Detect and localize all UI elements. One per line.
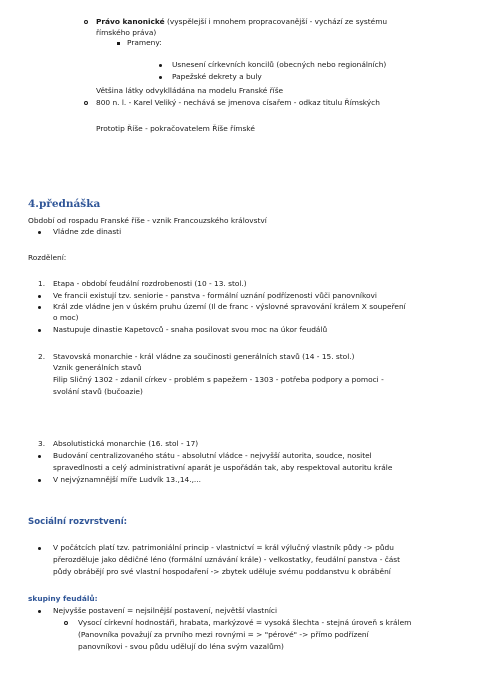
list-item-cont: spravedlnosti a celý administrativní aparát je uspořádán tak, aby respektoval autoritu krále bbox=[53, 463, 393, 472]
pravo-kanonicke-cont: římského práva) bbox=[96, 28, 157, 37]
dot-bullet-icon bbox=[159, 64, 162, 67]
prameny-item: Usnesení církevních koncilů (obecných nebo regionálních) bbox=[172, 60, 387, 69]
dot-bullet-icon bbox=[38, 295, 41, 298]
rozdeleni-label: Rozdělení: bbox=[28, 253, 67, 262]
dot-bullet-icon bbox=[38, 306, 41, 309]
dot-bullet-icon bbox=[38, 329, 41, 332]
list-item-cont: Vznik generálních stavů bbox=[53, 363, 142, 372]
list-item: Budování centralizovaného státu - absolutní vládce - nejvyšší autorita, soudce, nositel bbox=[53, 451, 372, 460]
list-number: 1. bbox=[38, 279, 46, 288]
social-text: půdy obrábějí pro své vlastní hospodaření -> zbytek uděluje svému poddanstvu k obrábění bbox=[53, 567, 391, 576]
list-item-cont: svolání stavů (bučoazie) bbox=[53, 387, 143, 396]
list-number: 3. bbox=[38, 439, 46, 448]
feudal-heading: skupiny feudálů: bbox=[28, 594, 98, 603]
list-item-cont: Filip Sličný 1302 - zdanil církev - problém s papežem - 1303 - potřeba podpory a pomoci - bbox=[53, 375, 384, 384]
vetsina-line: Většina látky odvyklládána na modelu Franské říše bbox=[96, 86, 284, 95]
social-text: V počátcích platí tzv. patrimoniální princip - vlastnictví = král výlučný vlastník půdy -> půdu bbox=[53, 543, 394, 552]
list-item: Stavovská monarchie - král vládne za součinosti generálních stavů (14 - 15. stol.) bbox=[53, 352, 355, 361]
list-item: Ve francii existují tzv. seniorie - panstva - formální uznání podřízenosti vůči panovníkovi bbox=[53, 291, 377, 300]
ring-bullet-icon bbox=[84, 20, 88, 24]
list-item: Nastupuje dinastie Kapetovců - snaha posilovat svou moc na úkor feudálů bbox=[53, 325, 328, 334]
dot-bullet-icon bbox=[38, 610, 41, 613]
lecture-heading: 4.přednáška bbox=[28, 198, 101, 210]
list-number: 2. bbox=[38, 352, 46, 361]
social-text: přerozděluje jako dědičné léno (formální uznávání krále) - velkostatky, feudální panstva - část bbox=[53, 555, 401, 564]
feudal-text: (Panovníka považují za prvního mezi rovnými = > "pérové" -> přímo podřízení bbox=[78, 630, 369, 639]
dot-bullet-icon bbox=[38, 479, 41, 482]
intro-bullet: Vládne zde dinasti bbox=[53, 227, 122, 236]
prameny-label: Prameny: bbox=[127, 38, 162, 47]
ring-bullet-icon bbox=[84, 101, 88, 105]
dot-bullet-icon bbox=[38, 547, 41, 550]
prototip-line: Prototip Říše - pokračovatelem Říše římské bbox=[96, 124, 255, 133]
dot-bullet-icon bbox=[38, 231, 41, 234]
karel-line: 800 n. l. - Karel Veliký - nechává se jmenova císařem - odkaz titulu Římských bbox=[96, 98, 380, 107]
square-bullet-icon bbox=[117, 42, 120, 45]
dot-bullet-icon bbox=[159, 76, 162, 79]
prameny-item: Papežské dekrety a buly bbox=[172, 72, 262, 81]
pravo-kanonicke-line bbox=[96, 17, 387, 27]
feudal-text: Vysocí církevní hodnostáři, hrabata, markýzové = vysoká šlechta - stejná úroveň s králem bbox=[78, 618, 412, 627]
feudal-text: panovníkovi - svou půdu udělují do léna svým vazalům) bbox=[78, 642, 284, 651]
social-heading: Sociální rozvrstvení: bbox=[28, 517, 128, 527]
lecture-intro: Období od rospadu Franské říše - vznik Francouzského království bbox=[28, 216, 267, 225]
pravo-kanonicke-term: Právo kanonické bbox=[96, 17, 165, 26]
list-item: Král zde vládne jen v úském pruhu území (Il de franc - výslovné spravování králem X soupeření bbox=[53, 302, 406, 311]
feudal-text: Nejvyšše postavení = nejsilnější postavení, největší vlastníci bbox=[53, 606, 278, 615]
list-item: Absolutistická monarchie (16. stol - 17) bbox=[53, 439, 199, 448]
list-item-cont: o moc) bbox=[53, 313, 79, 322]
pravo-kanonicke-desc: (vyspělejší i mnohem propracovanější - vychází ze systému bbox=[164, 17, 388, 26]
ring-bullet-icon bbox=[64, 621, 68, 625]
list-item: Etapa - období feudální rozdrobenosti (10 - 13. stol.) bbox=[53, 279, 247, 288]
list-item: V nejvýznamnější míře Ludvík 13.,14.,... bbox=[53, 475, 201, 484]
dot-bullet-icon bbox=[38, 455, 41, 458]
